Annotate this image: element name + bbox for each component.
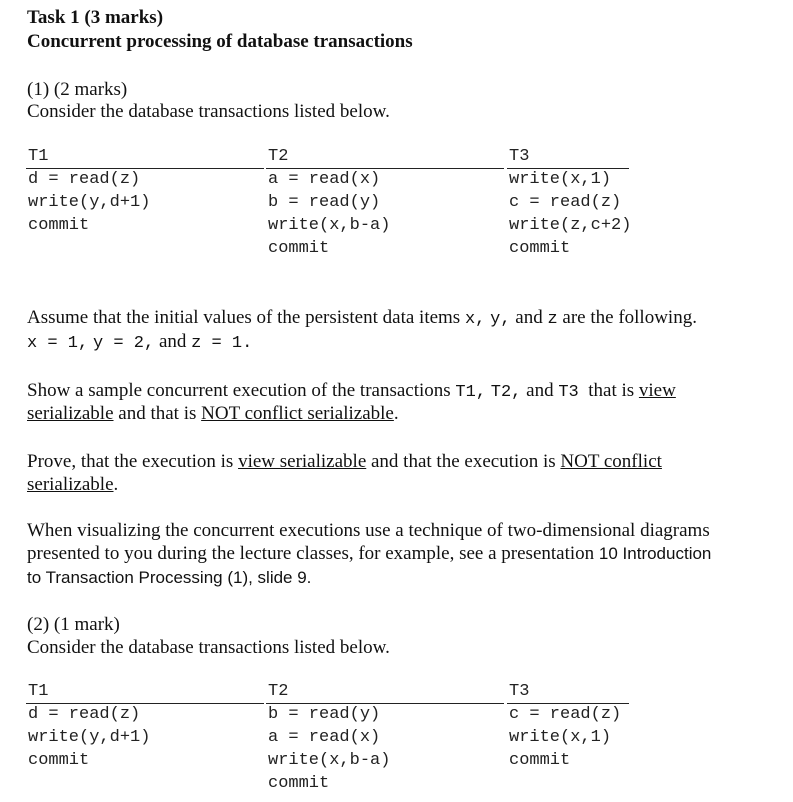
table1-t2-op4: commit [268,239,330,258]
table2-t3-op3: commit [509,751,571,770]
prove-text-b: and that the execution is [371,451,556,472]
prove-view: view serializable [238,451,367,472]
assume-line1 [27,307,697,329]
assume-y: y, [490,310,511,329]
show-line2 [27,403,399,425]
table2-rule-t3 [507,703,629,704]
table1-t2-op2: b = read(y) [268,193,381,212]
table1-header-t3: T3 [509,147,530,166]
assume-line2 [27,331,252,353]
table2-rule-t2 [266,703,504,704]
table1-t3-op4: commit [509,239,571,258]
show-dot: . [393,403,399,424]
init-x: x = 1, [27,334,89,353]
table2-header-t1: T1 [28,682,49,701]
table2-rule-t1 [26,703,264,704]
init-z: z = 1. [191,334,253,353]
show-view-serializable: serializable [27,403,114,424]
visual-line1: When visualizing the concurrent executions use a technique of two-dimensional diagrams [27,520,710,541]
table1-rule-t1 [26,168,264,169]
table2-t2-op1: b = read(y) [268,705,381,724]
assume-text: Assume that the initial values of the persistent data items [27,307,461,328]
show-line1 [27,380,676,402]
table2-t3-op2: write(x,1) [509,728,612,747]
table1-t3-op1: write(x,1) [509,170,612,189]
visual-presentation-ref: 10 Introduction [598,544,712,563]
prove-not-conflict: NOT conflict [560,451,662,472]
table1-header-t2: T2 [268,147,289,166]
prove-serializable: serializable [27,474,114,495]
prove-text-a: Prove, that the execution is [27,451,234,472]
table2-t2-op2: a = read(x) [268,728,381,747]
init-y: y = 2, [92,334,155,353]
table2-t1-op3: commit [28,751,90,770]
prove-line2 [27,474,118,496]
part1-intro: Consider the database transactions listed below. [27,101,390,122]
show-view: view [638,380,676,401]
table1-t1-op3: commit [28,216,90,235]
task-title: Task 1 (3 marks) [27,7,164,28]
table2-t2-op4: commit [268,774,330,793]
table2-header-t3: T3 [509,682,530,701]
visual-line3: to Transaction Processing (1), slide 9. [27,568,312,587]
assume-z: z [547,310,558,329]
task-subtitle: Concurrent processing of database transactions [27,31,413,52]
table1-t3-op2: c = read(z) [509,193,622,212]
table1-rule-t3 [507,168,629,169]
show-and: and [526,380,554,401]
table2-t1-op1: d = read(z) [28,705,141,724]
visual-line2 [27,543,711,565]
table1-t2-op3: write(x,b-a) [268,216,391,235]
show-t3: T3 [558,383,579,402]
table2-header-t2: T2 [268,682,289,701]
show-not-conflict: NOT conflict serializable [201,403,394,424]
table1-t2-op1: a = read(x) [268,170,381,189]
table2-t1-op2: write(y,d+1) [28,728,151,747]
assume-and: and [515,307,543,328]
show-and-that: and that is [118,403,197,424]
table2-t2-op3: write(x,b-a) [268,751,391,770]
part2-heading: (2) (1 mark) [27,614,120,635]
part2-intro: Consider the database transactions listed below. [27,637,390,658]
prove-line1 [27,451,662,473]
assume-x: x, [464,310,486,329]
prove-dot: . [113,474,119,495]
table2-t3-op1: c = read(z) [509,705,622,724]
table1-rule-t2 [266,168,504,169]
show-text: Show a sample concurrent execution of the transactions [27,380,451,401]
show-t1: T1, [455,383,487,402]
table1-header-t1: T1 [28,147,49,166]
table1-t3-op3: write(z,c+2) [509,216,632,235]
part1-heading: (1) (2 marks) [27,79,128,100]
table1-t1-op1: d = read(z) [28,170,141,189]
visual-text: presented to you during the lecture classes, for example, see a presentation [27,543,595,564]
assume-tail: are the following. [562,307,697,328]
show-that: that is [588,380,635,401]
init-and: and [158,331,187,352]
show-t2: T2, [490,383,522,402]
table1-t1-op2: write(y,d+1) [28,193,151,212]
